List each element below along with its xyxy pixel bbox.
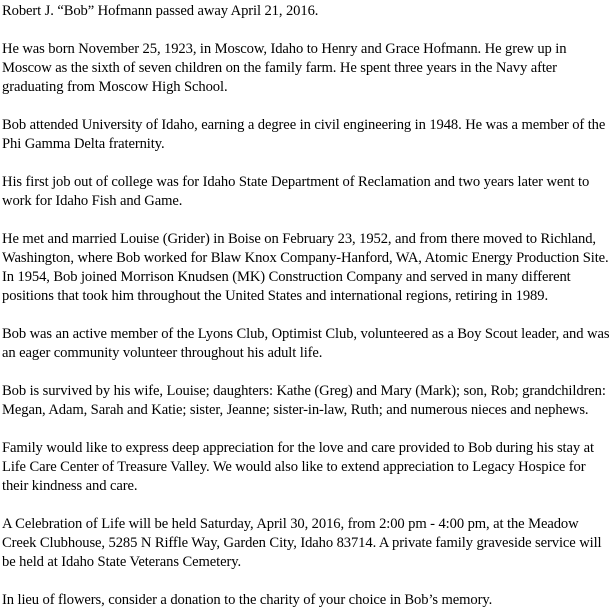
paragraph-announcement: Robert J. “Bob” Hofmann passed away April 21, 2016. bbox=[2, 3, 319, 19]
paragraph-celebration: A Celebration of Life will be held Saturday, April 30, 2016, from 2:00 pm - 4:00 pm, at the Meadow Creek Clubhouse, 5285 N Riffle Way, Garden City, Idaho 83714. A private family graveside service will be held at Idaho State Veterans Cemetery. bbox=[2, 516, 602, 570]
paragraph-education: Bob attended University of Idaho, earning a degree in civil engineering in 1948. He was a member of the Phi Gamma Delta fraternity. bbox=[2, 117, 606, 152]
paragraph-donation: In lieu of flowers, consider a donation to the charity of your choice in Bob’s memory. bbox=[2, 592, 493, 608]
paragraph-appreciation: Family would like to express deep appreciation for the love and care provided to Bob during his stay at Life Care Center of Treasure Valley. We would also like to extend appreciation to Legacy Hospice for their kindness and care. bbox=[2, 440, 594, 494]
paragraph-marriage-career: He met and married Louise (Grider) in Boise on February 23, 1952, and from there moved to Richland, Washington, where Bob worked for Blaw Knox Company-Hanford, WA, Atomic Energy Production Site. In 1954, Bob joined Morrison Knudsen (MK) Construction Company and served in many different positions that took him throughout the United States and international regions, retiring in 1989. bbox=[2, 231, 609, 304]
paragraph-survivors: Bob is survived by his wife, Louise; daughters: Kathe (Greg) and Mary (Mark); son, Rob; grandchildren: Megan, Adam, Sarah and Katie; sister, Jeanne; sister-in-law, Ruth; and numerous nieces and nephews. bbox=[2, 383, 606, 418]
paragraph-community: Bob was an active member of the Lyons Club, Optimist Club, volunteered as a Boy Scout leader, and was an eager community volunteer throughout his adult life. bbox=[2, 326, 610, 361]
paragraph-early-life: He was born November 25, 1923, in Moscow, Idaho to Henry and Grace Hofmann. He grew up in Moscow as the sixth of seven children on the family farm. He spent three years in the Navy after graduating from Moscow High School. bbox=[2, 41, 567, 95]
paragraph-first-job: His first job out of college was for Idaho State Department of Reclamation and two years later went to work for Idaho Fish and Game. bbox=[2, 174, 590, 209]
